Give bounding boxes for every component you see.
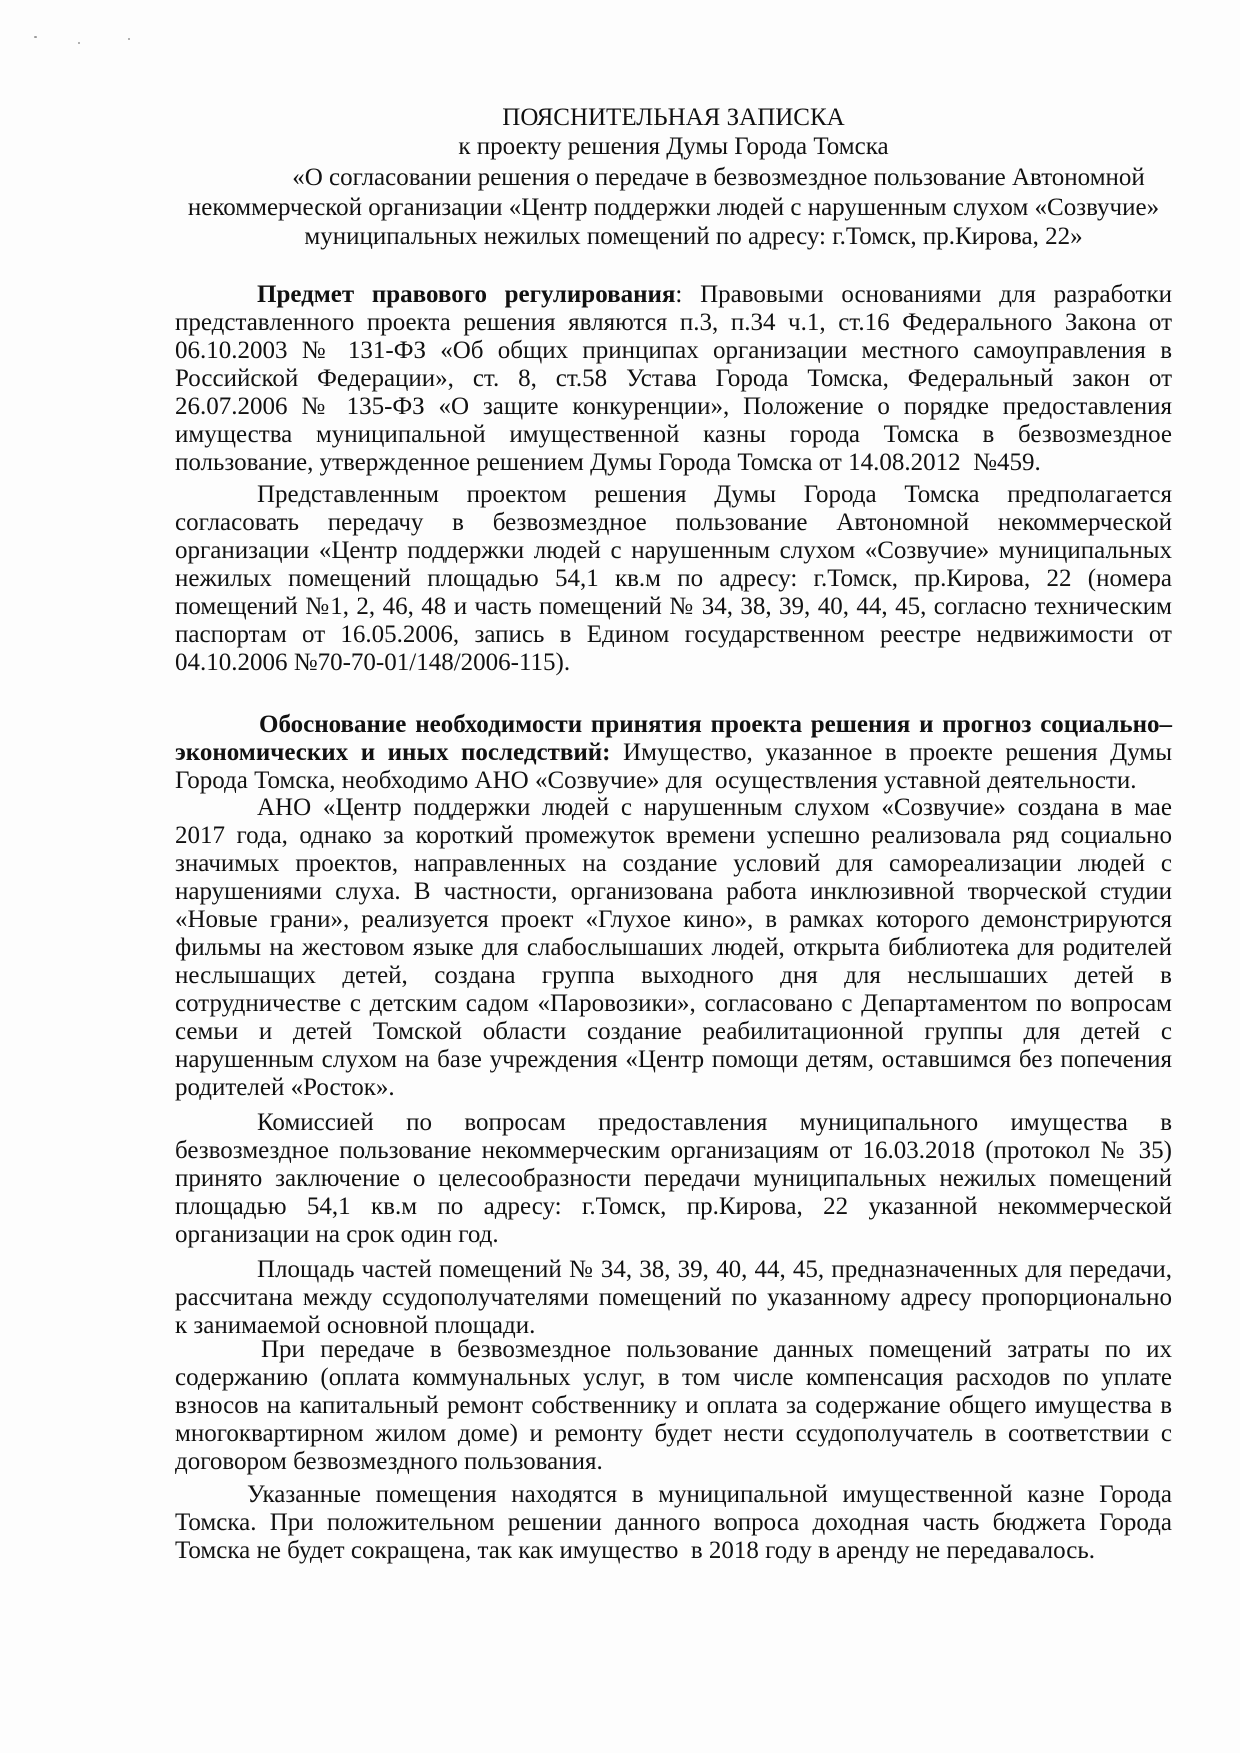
- text-line: [175, 767, 1172, 795]
- text-line: [175, 878, 1172, 906]
- document-subtitle: к проекту решения Думы Города Томска: [458, 133, 889, 160]
- text-run: При передаче в безвозмездное пользование данных помещений затраты по их: [261, 1336, 1172, 1363]
- subject-line: муниципальных нежилых помещений по адресу: г.Томск, пр.Кирова, 22»: [304, 223, 1083, 250]
- commission-paragraph: [175, 1109, 1172, 1249]
- text-line: [175, 1109, 1172, 1137]
- text-run: семьи и детей Томской области создание реабилитационной группы для детей с: [175, 1018, 1172, 1045]
- document-title: ПОЯСНИТЕЛЬНАЯ ЗАПИСКА: [502, 104, 845, 131]
- text-run: 04.10.2006 №70-70-01/148/2006-115).: [175, 649, 571, 676]
- text-line: [175, 1481, 1172, 1509]
- text-line: [175, 537, 1172, 565]
- text-line: [175, 962, 1172, 990]
- text-run: неслышащих детей, создана группа выходного дня для неслышаших детей в: [175, 962, 1172, 989]
- text-line: [175, 1509, 1172, 1537]
- text-line: [175, 1137, 1172, 1165]
- text-run: паспортам от 16.05.2006, запись в Едином государственном реестре недвижимости от: [175, 621, 1172, 648]
- text-line: [175, 337, 1172, 365]
- text-line: [175, 621, 1172, 649]
- text-run: нежилых помещений площадью 54,1 кв.м по адресу: г.Томск, пр.Кирова, 22 (номера: [175, 565, 1172, 592]
- proposal-paragraph: [175, 481, 1172, 677]
- organization-paragraph: [175, 794, 1172, 1102]
- text-line: [175, 593, 1172, 621]
- legal-basis-paragraph: [175, 281, 1172, 477]
- text-run: сотрудничестве с детским садом «Паровозики», согласовано с Департаментом по вопросам: [175, 990, 1172, 1017]
- text-run: : Правовыми основаниями для разработки: [675, 281, 1172, 308]
- text-line: [175, 421, 1172, 449]
- text-run: к занимаемой основной площади.: [175, 1312, 536, 1339]
- text-line: [175, 509, 1172, 537]
- text-line: [175, 309, 1172, 337]
- area-paragraph: [175, 1256, 1172, 1340]
- text-run: взносов на капитальный ремонт собственнику и оплата за содержание общего имущества в: [175, 1392, 1172, 1419]
- bold-heading-text: Обоснование необходимости принятия проекта решения и прогноз социально–: [259, 711, 1172, 738]
- text-run: 2017 года, однако за короткий промежуток времени успешно реализовала ряд социально: [175, 822, 1172, 849]
- text-line: [175, 449, 1172, 477]
- text-line: [175, 1537, 1172, 1565]
- text-line: [175, 393, 1172, 421]
- text-line: [175, 1046, 1172, 1074]
- text-line: [175, 990, 1172, 1018]
- text-run: «Новые грани», реализуется проект «Глухое кино», в рамках которого демонстрируются: [175, 906, 1172, 933]
- text-run: значимых проектов, направленных на создание условий для самореализации людей с: [175, 850, 1172, 877]
- text-run: пользование, утвержденное решением Думы Города Томска от 14.08.2012 №459.: [175, 449, 1041, 476]
- text-run: организации на срок один год.: [175, 1221, 499, 1248]
- text-run: Города Томска, необходимо АНО «Созвучие» для осуществления уставной деятельности.: [175, 767, 1137, 794]
- text-run: Площадь частей помещений № 34, 38, 39, 40, 44, 45, предназначенных для передачи,: [257, 1256, 1172, 1283]
- text-line: [175, 1392, 1172, 1420]
- text-line: [175, 365, 1172, 393]
- text-run: Томска. При положительном решении данного вопроса доходная часть бюджета Города: [175, 1509, 1172, 1536]
- text-run: Указанные помещения находятся в муниципальной имущественной казне Города: [247, 1481, 1172, 1508]
- text-line: [175, 850, 1172, 878]
- text-line: [175, 822, 1172, 850]
- text-line: [175, 1165, 1172, 1193]
- text-run: организации «Центр поддержки людей с нарушенным слухом «Созвучие» муниципальных: [175, 537, 1172, 564]
- text-run: нарушениями слуха. В частности, организована работа инклюзивной творческой студии: [175, 878, 1172, 905]
- text-line: [175, 565, 1172, 593]
- text-run: имущества муниципальной имущественной казны города Томска в безвозмездное: [175, 421, 1172, 448]
- text-line: [175, 711, 1172, 739]
- text-run: многоквартирном жилом доме) и ремонту будет нести ссудополучатель в соответствии с: [175, 1420, 1172, 1447]
- subject-line: «О согласовании решения о передаче в безвозмездное пользование Автономной: [292, 164, 1145, 191]
- text-line: [175, 1420, 1172, 1448]
- bold-heading-text: экономических и иных последствий:: [175, 739, 611, 766]
- costs-paragraph: [175, 1336, 1172, 1476]
- text-run: фильмы на жестовом языке для слабослышаших людей, открыта библиотека для родителей: [175, 934, 1172, 961]
- text-run: содержанию (оплата коммунальных услуг, в том числе компенсация расходов по уплате: [175, 1364, 1172, 1391]
- subject-line: некоммерческой организации «Центр поддержки людей с нарушенным слухом «Созвучие»: [187, 194, 1160, 221]
- text-line: [175, 649, 1172, 677]
- text-line: [175, 739, 1172, 767]
- text-run: рассчитана между ссудополучателями помещений по указанному адресу пропорционально: [175, 1284, 1172, 1311]
- text-line: [175, 1221, 1172, 1249]
- text-run: Комиссией по вопросам предоставления муниципального имущества в: [257, 1109, 1172, 1136]
- text-run: площадью 54,1 кв.м по адресу: г.Томск, пр.Кирова, 22 указанной некоммерческой: [175, 1193, 1172, 1220]
- text-line: [175, 1018, 1172, 1046]
- text-line: [175, 934, 1172, 962]
- text-run: 26.07.2006 № 135-ФЗ «О защите конкуренции», Положение о порядке предоставления: [175, 393, 1172, 420]
- text-line: [175, 794, 1172, 822]
- text-line: [175, 1364, 1172, 1392]
- text-run: договором безвозмездного пользования.: [175, 1448, 603, 1475]
- text-line: [175, 1448, 1172, 1476]
- text-run: нарушенным слухом на базе учреждения «Центр помощи детям, оставшимся без попечения: [175, 1046, 1172, 1073]
- text-line: [175, 1074, 1172, 1102]
- text-line: [175, 906, 1172, 934]
- text-run: АНО «Центр поддержки людей с нарушенным слухом «Созвучие» создана в мае: [257, 794, 1172, 821]
- scan-speck: [128, 38, 130, 40]
- text-run: Имущество, указанное в проекте решения Думы: [610, 739, 1172, 766]
- justification-paragraph: [175, 711, 1172, 795]
- text-run: представленного проекта решения являются п.3, п.34 ч.1, ст.16 Федерального Закона от: [175, 309, 1172, 336]
- text-line: [175, 1284, 1172, 1312]
- text-run: принято заключение о целесообразности передачи муниципальных нежилых помещений: [175, 1165, 1172, 1192]
- text-run: Томска не будет сокращена, так как имущество в 2018 году в аренду не передавалось.: [175, 1537, 1096, 1564]
- text-line: [175, 1336, 1172, 1364]
- bold-heading-text: Предмет правового регулирования: [257, 281, 676, 308]
- text-line: [175, 281, 1172, 309]
- text-run: Представленным проектом решения Думы Города Томска предполагается: [257, 481, 1172, 508]
- text-run: помещений №1, 2, 46, 48 и часть помещений № 34, 38, 39, 40, 44, 45, согласно техническим: [175, 593, 1172, 620]
- text-line: [175, 481, 1172, 509]
- scan-speck: [78, 42, 80, 44]
- text-line: [175, 1193, 1172, 1221]
- text-line: [175, 1256, 1172, 1284]
- budget-paragraph: [175, 1481, 1172, 1565]
- text-run: 06.10.2003 № 131-ФЗ «Об общих принципах организации местного самоуправления в: [175, 337, 1172, 364]
- text-run: Российской Федерации», ст. 8, ст.58 Устава Города Томска, Федеральный закон от: [175, 365, 1172, 392]
- text-run: согласовать передачу в безвозмездное пользование Автономной некоммерческой: [175, 509, 1172, 536]
- scan-speck: [34, 36, 37, 38]
- text-run: родителей «Росток».: [175, 1074, 395, 1101]
- text-run: безвозмездное пользование некоммерческим организациям от 16.03.2018 (протокол № 35): [175, 1137, 1172, 1164]
